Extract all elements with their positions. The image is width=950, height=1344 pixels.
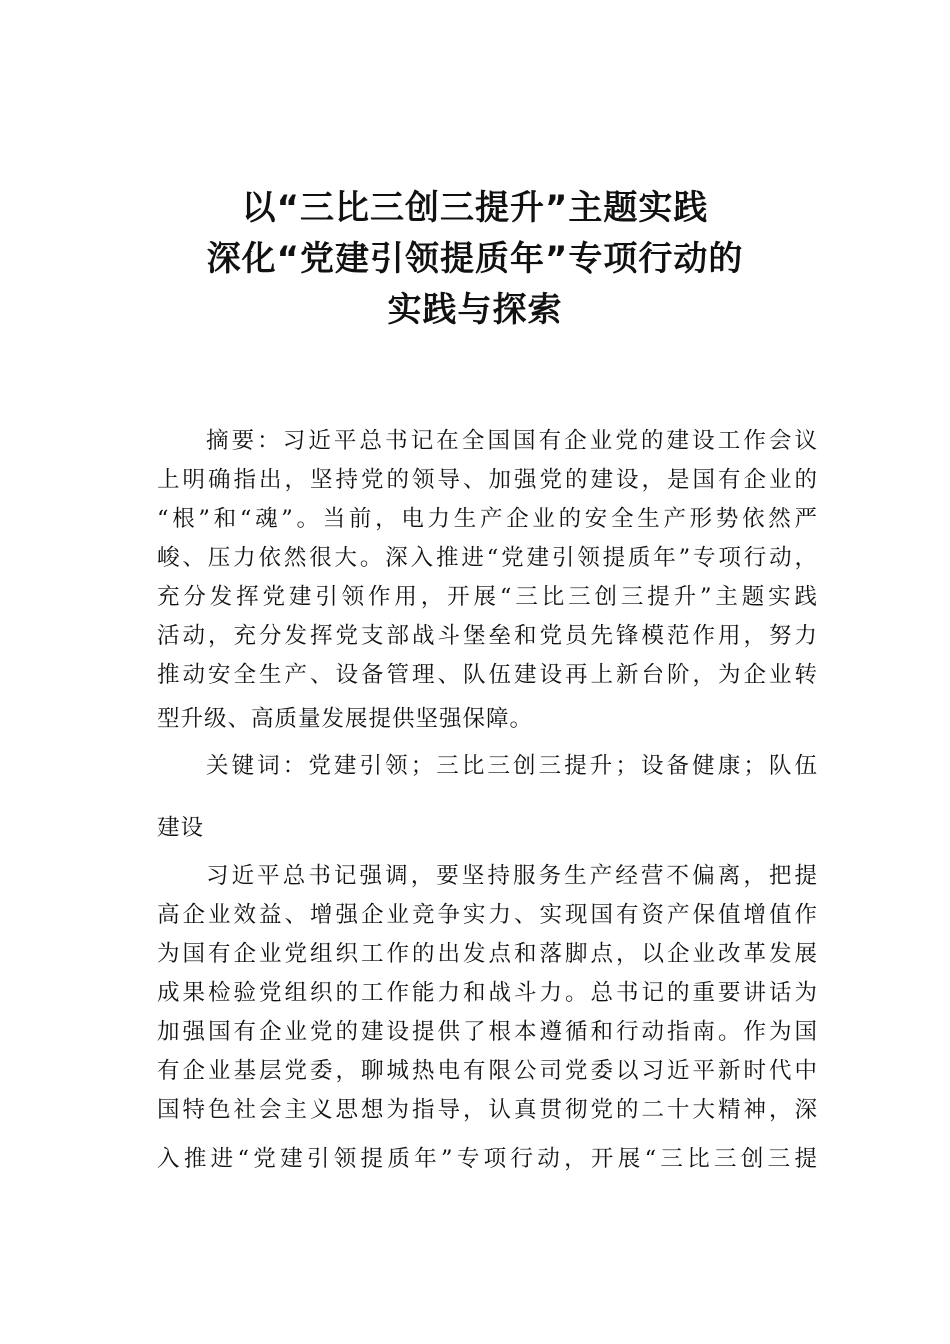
title-line-1: 以“三比三创三提升”主题实践 (241, 188, 709, 228)
abstract-line: 摘要：习近平总书记在全国国有企业党的建设工作会议 (206, 428, 818, 454)
abstract-line: 上明确指出，坚持党的领导、加强党的建设，是国有企业的 (157, 467, 818, 493)
abstract-line: 型升级、高质量发展提供坚强保障。 (157, 706, 534, 732)
abstract-line: 充分发挥党建引领作用，开展“三比三创三提升”主题实践 (157, 584, 818, 610)
body-line: 成果检验党组织的工作能力和战斗力。总书记的重要讲话为 (157, 980, 818, 1006)
keywords-line: 建设 (157, 815, 205, 841)
abstract-line: 峻、压力依然很大。深入推进“党建引领提质年”专项行动， (157, 545, 818, 571)
body-line: 加强国有企业党的建设提供了根本遵循和行动指南。作为国 (157, 1019, 818, 1045)
title-line-2: 深化“党建引领提质年”专项行动的 (206, 239, 744, 279)
keywords-line: 关键词：党建引领；三比三创三提升；设备健康；队伍 (206, 753, 818, 779)
body-line: 高企业效益、增强企业竞争实力、实现国有资产保值增值作 (157, 902, 818, 928)
abstract-line: 活动，充分发挥党支部战斗堡垒和党员先锋模范作用，努力 (157, 623, 818, 649)
title-line-3: 实践与探索 (387, 290, 563, 330)
body-line: 有企业基层党委，聊城热电有限公司党委以习近平新时代中 (157, 1058, 818, 1084)
body-line: 为国有企业党组织工作的出发点和落脚点，以企业改革发展 (157, 941, 818, 967)
body-line: 入推进“党建引领提质年”专项行动，开展“三比三创三提 (157, 1146, 818, 1172)
abstract-line: 推动安全生产、设备管理、队伍建设再上新台阶，为企业转 (157, 662, 818, 688)
body-line: 习近平总书记强调，要坚持服务生产经营不偏离，把提 (206, 863, 818, 889)
abstract-line: “根”和“魂”。当前，电力生产企业的安全生产形势依然严 (157, 506, 818, 532)
body-line: 国特色社会主义思想为指导，认真贯彻党的二十大精神，深 (157, 1097, 818, 1123)
